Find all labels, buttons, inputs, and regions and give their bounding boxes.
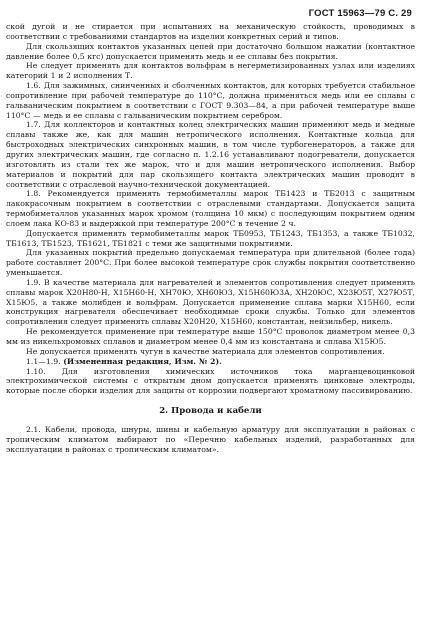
paragraph-1-8: 1.8. Рекомендуется применять термобиметаллы марок ТБ1423 и ТБ2013 с защитным лакокрасочным покрытием в соответствии с отраслевыми стандартами. Допускается защита термобиметаллов указанных марок хромом (толщина 10 мкм) с последующим покрытием одним слоем лака КО-83 и выдержкой при температуре 200°С в течение 2 ч.: [6, 189, 415, 228]
amendment-note: (Измененная редакция, Изм. № 2).: [63, 356, 222, 366]
paragraph-amendment: [6, 357, 415, 367]
paragraph-wire-diameter: Не рекомендуется применение при температуре выше 150°С проволок диаметром менее 0,3 мм из никельхромовых сплавов и диаметром менее 0,4 мм из константана и сплава Х15Ю5.: [6, 327, 415, 346]
paragraph-bimetals: Допускается применять термобиметаллы марок ТБ0953, ТБ1243, ТБ1353, а также ТБ1032, ТБ1613, ТБ1523, ТБ1621, ТБ1821 с теми же защитными покрытиями.: [6, 228, 415, 248]
section-title: 2. Провода и кабели: [159, 406, 262, 417]
page-header: ГОСТ 15963—79 С. 29: [308, 8, 412, 19]
paragraph-coating-temp: Для указанных покрытий предельно допускаемая температура при длительной (более года) работе составляет 200°С. При более высокой температуре срок службы покрытия соответственно уменьшается.: [6, 248, 415, 278]
paragraph-continuation: ской дугой и не стирается при испытаниях на механическую стойкость, проводимых в соответствии с требованиями стандартов на изделия конкретных серий и типов.: [6, 22, 415, 41]
paragraph-1-9: 1.9. В качестве материала для нагревателей и элементов сопротивления следует применять сплавы марок Х20Н80-Н, Х15Н60-Н, ХН70Ю, ХН60Ю3, Х15Н60Ю3А, ХН20ЮС, Х23Ю5Т, Х27Ю5Т, Х15Ю5, а также молибден и вольфрам. Допускается применение сплава марки Х15Н60, если конструкция нагревателя обеспечивает необходимые сроки службы. Только для элементов сопротивления следует применять сплавы Х20Н20, Х15Н60, константан, нейзильбер, никель.: [6, 277, 415, 327]
paragraph-sliding-contacts: Для скользящих контактов указанных цепей при достаточно большом нажатии (контактное давление более 0,5 кгс) допускается применять медь и ее сплавы без покрытия.: [6, 41, 415, 61]
paragraph-1-10: 1.10. Для изготовления химических источников тока марганцевоцинковой электрохимической системы с открытым дном допускается применять цинковые электроды, которые после сборки изделия для защиты от коррозии подвергают хроматному пассивированию.: [6, 366, 415, 396]
paragraph-tungsten: Не следует применять для контактов вольфрам в негерметизированных узлах или изделиях категорий 1 и 2 исполнения Т.: [6, 61, 415, 81]
paragraph-1-7: 1.7. Для коллекторов и контактных колец электрических машин применяют медь и медные сплавы также же, как для машин нетропического исполнения. Контактные кольца для быстроходных электрических синхронных машин, в том числе турбогенераторов, а также для других электрических машин, где согласно п. 1.2.16 устанавливают подогреватели, допускается изготовлять из стали тех же марок, что и для машин нетропического исполнения. Выбор материалов и покрытий для пар скользящего контакта электрических машин проводят в соответствии с отраслевой научно-технической документацией.: [6, 120, 415, 189]
paragraph-cast-iron: Не допускается применять чугун в качестве материала для элементов сопротивления.: [26, 346, 385, 356]
paragraph-1-6: 1.6. Для зажимных, снинченных и сболченных контактов, для которых требуется стабильное сопротивление при рабочей температуре до 110°С, должна применяться медь или ее сплавы с гальваническим покрытием в соответствии с ГОСТ 9.303—84, а при рабочей температуре выше 110°С — медь и ее сплавы с гальваническим покрытием серебром.: [6, 81, 415, 120]
paragraph-2-1: 2.1. Кабели, провода, шнуры, шины и кабельную арматуру для эксплуатации в районах с тропическим климатом выбирают по «Перечню кабельных изделий, разработанных для эксплуатации в районах с тропическим климатом».: [6, 425, 415, 454]
document-body: [6, 22, 415, 455]
amendment-prefix: 1.1—1.9.: [26, 356, 61, 366]
